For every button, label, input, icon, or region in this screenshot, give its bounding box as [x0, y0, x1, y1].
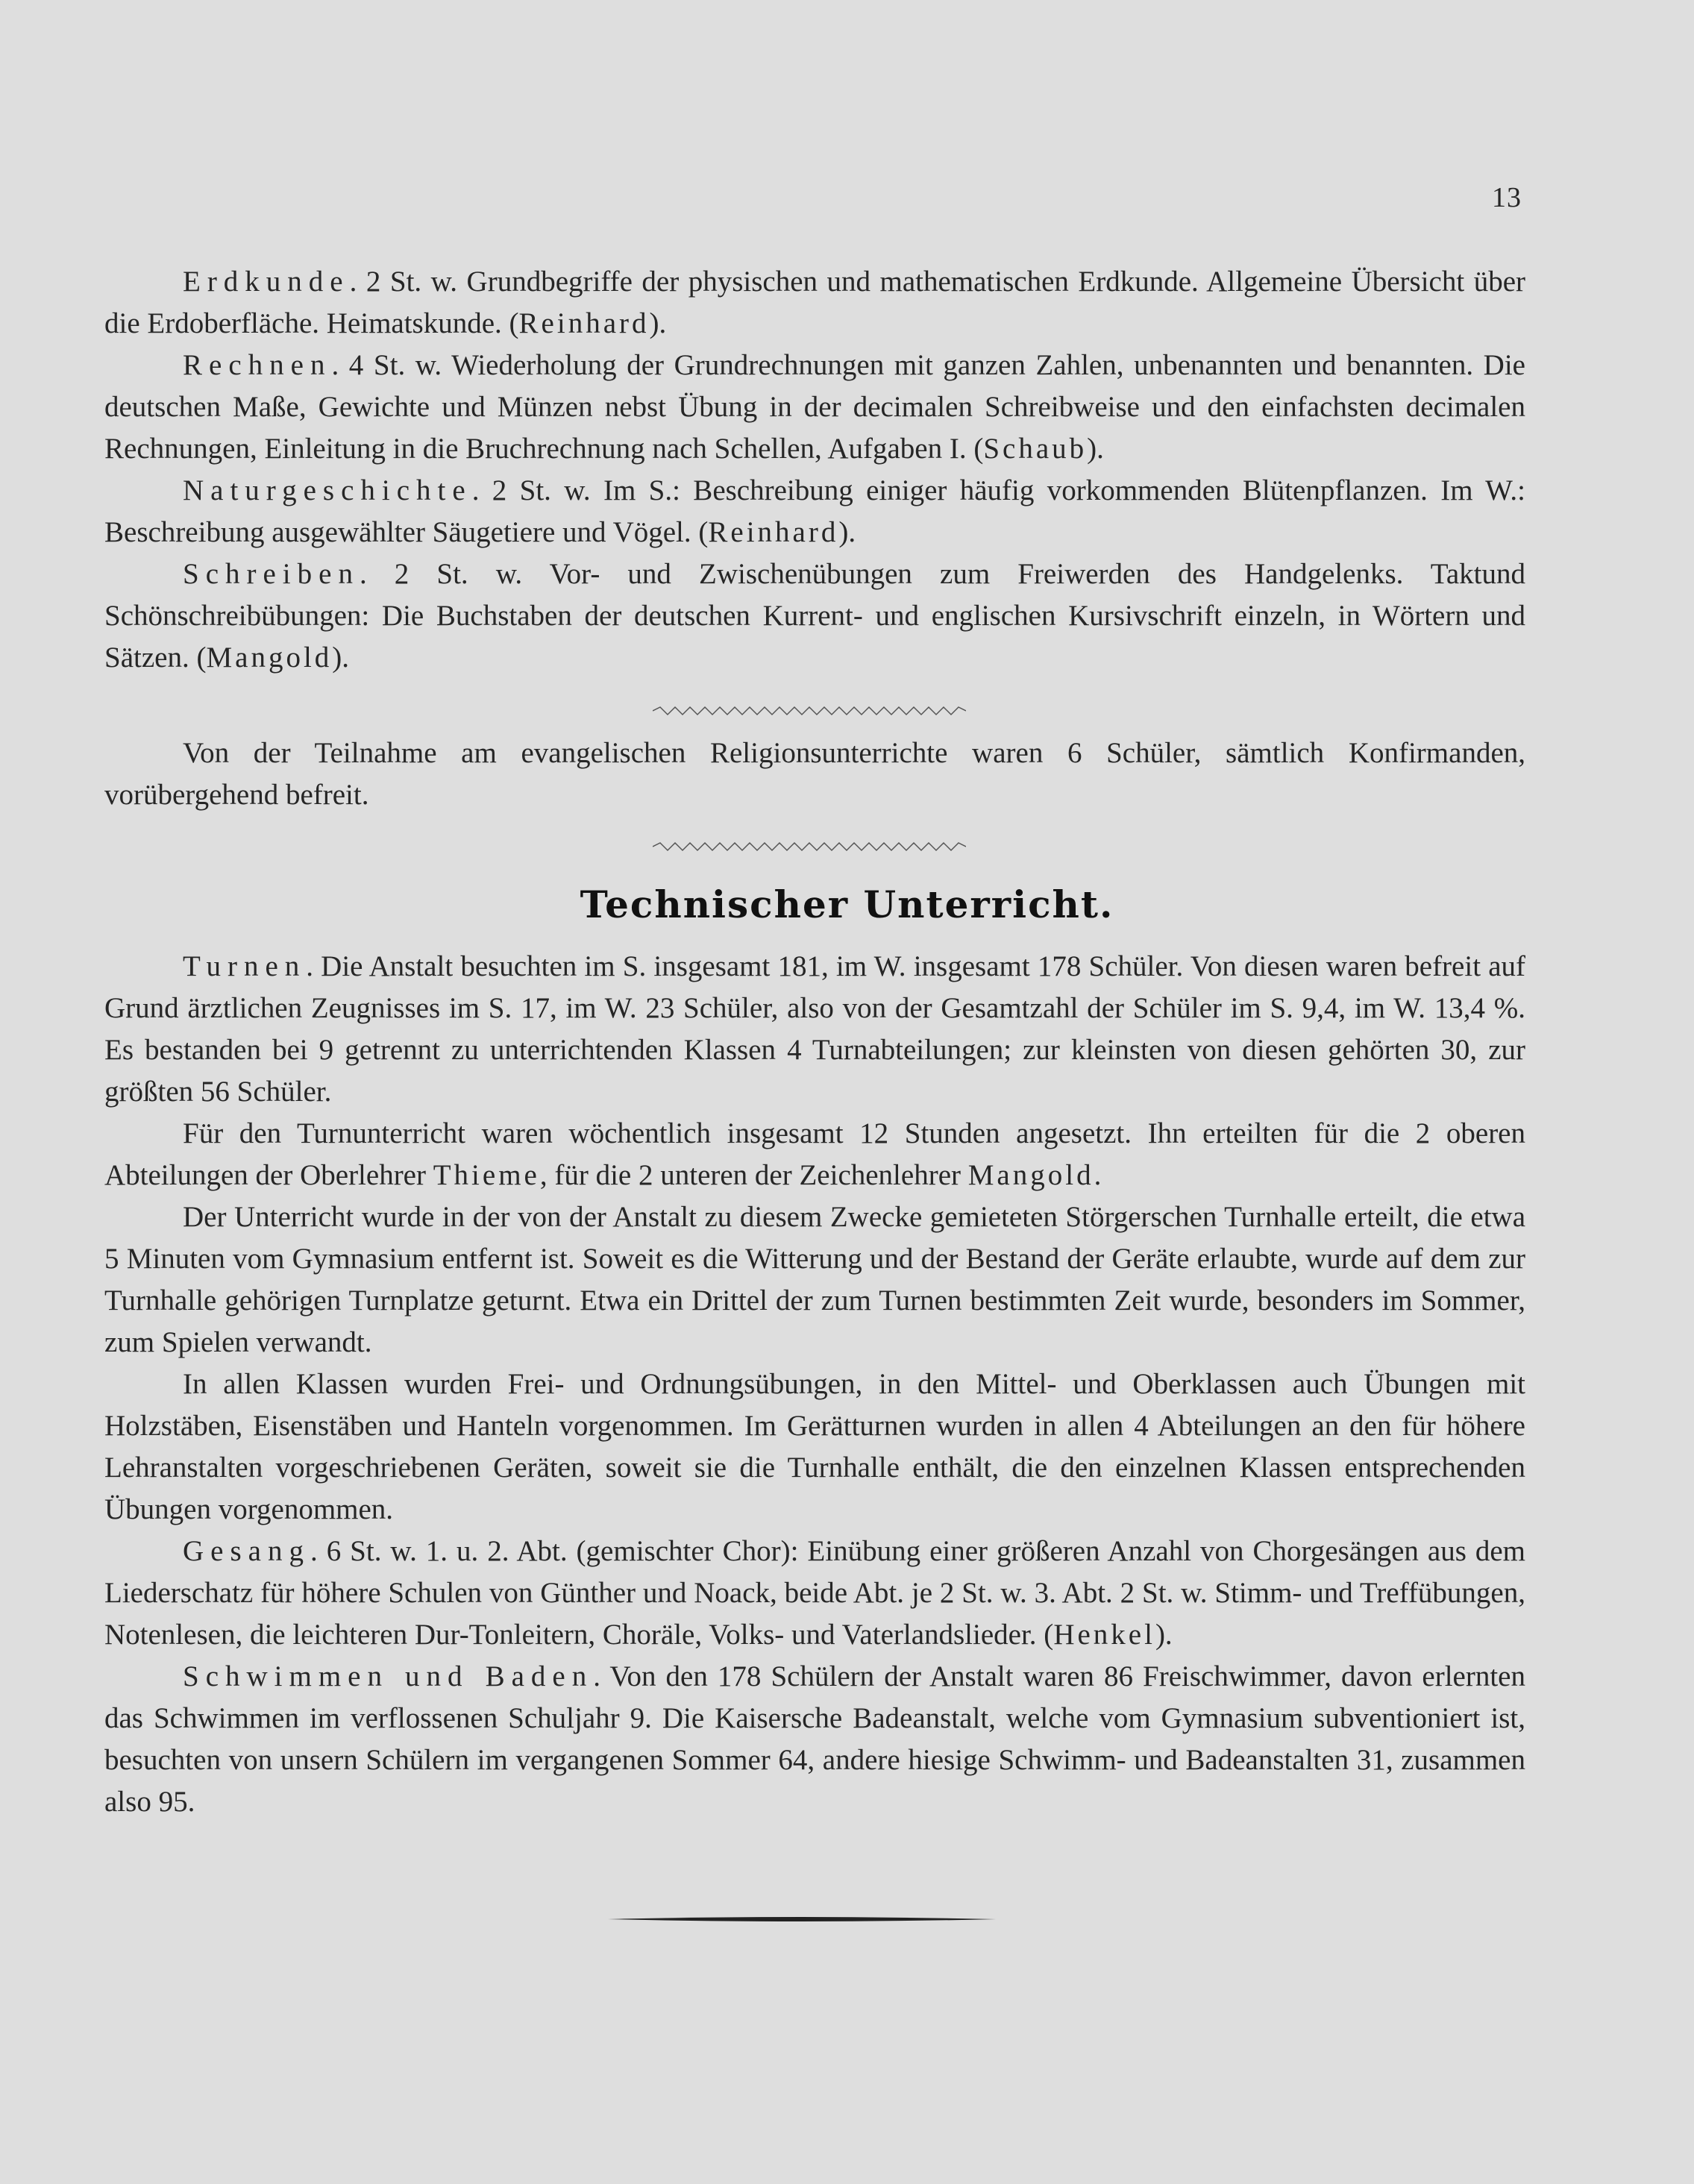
- paragraph-naturgeschichte: [104, 470, 1525, 553]
- end-rule: [608, 1915, 996, 1923]
- paragraph-schwimmen: [104, 1656, 1525, 1823]
- paragraph-turnstunden: [104, 1113, 1525, 1196]
- rechnen-end: ).: [1087, 433, 1104, 465]
- teacher-name: Reinhard: [518, 307, 650, 339]
- paragraph-schreiben: [104, 553, 1525, 679]
- gesang-text: . 6 St. w. 1. u. 2. Abt. (gemischter Chor): Einübung einer größeren Anzahl von Chorgesängen aus dem Liederschatz für höhere Schulen von Günther und Noack, beide Abt. je 2 St. w. 3. Abt. 2 St. w. Stimm- und Treffübungen, Notenlesen, die leichteren Dur-Tonleitern, Choräle, Volks- und Vaterlandslieder. (: [104, 1535, 1525, 1651]
- wavy-divider: [653, 841, 966, 852]
- naturgeschichte-text: . 2 St. w. Im S.: Beschreibung einiger häufig vorkommenden Blütenpflanzen. Im W.: Beschreibung ausgewählter Säugetiere und Vögel. (: [104, 474, 1525, 548]
- subject-naturgeschichte: Naturgeschichte: [183, 474, 472, 506]
- turnstunden-text-2: , für die 2 unteren der Zeichenlehrer: [539, 1159, 968, 1191]
- erdkunde-end: ).: [649, 307, 667, 339]
- subject-gesang: Gesang: [183, 1535, 310, 1567]
- teacher-name: Thieme: [433, 1159, 540, 1191]
- turnstunden-end: .: [1094, 1159, 1102, 1191]
- schreiben-text: . 2 St. w. Vor- und Zwischenübungen zum Freiwerden des Handgelenks. Taktund Schönschreibübungen: Die Buchstaben der deutschen Kurrent- und englischen Kursivschrift einzeln, in Wörtern und Sätzen. (: [104, 558, 1525, 674]
- religion-note: Von der Teilnahme am evangelischen Religionsunterrichte waren 6 Schüler, sämtlich Konfirmanden, vorübergehend befreit.: [104, 737, 1525, 811]
- schwimmen-text: . Von den 178 Schülern der Anstalt waren 86 Freischwimmer, davon erlernten das Schwimmen im verflossenen Schuljahr 9. Die Kaisersche Badeanstalt, welche vom Gymnasium subventioniert ist, besuchten von unsern Schülern im vergangenen Sommer 64, andere hiesige Schwimm- und Badeanstalten 31, zusammen also 95.: [104, 1660, 1525, 1818]
- naturgeschichte-end: ).: [838, 516, 856, 548]
- rechnen-text: . 4 St. w. Wiederholung der Grundrechnungen mit ganzen Zahlen, unbenannten und benannten. Die deutschen Maße, Gewichte und Münzen nebst Übung in der decimalen Schreibweise und den einfachsten decimalen Rechnungen, Einleitung in die Bruchrechnung nach Schellen, Aufgaben I. (: [104, 349, 1525, 465]
- paragraph-turnhalle: Der Unterricht wurde in der von der Anstalt zu diesem Zwecke gemieteten Störgerschen Turnhalle erteilt, die etwa 5 Minuten vom Gymnasium entfernt ist. Soweit es die Witterung und der Bestand der Geräte erlaubte, wurde auf dem zur Turnhalle gehörigen Turnplatze geturnt. Etwa ein Drittel der zum Turnen bestimmten Zeit wurde, besonders im Sommer, zum Spielen verwandt.: [104, 1201, 1525, 1358]
- paragraph-erdkunde: [104, 261, 1525, 345]
- subject-erdkunde: Erdkunde: [183, 266, 350, 298]
- schreiben-end: ).: [332, 641, 350, 674]
- teacher-name: Henkel: [1053, 1619, 1155, 1651]
- subjects-section: [104, 261, 1525, 679]
- teacher-name: Mangold: [206, 641, 333, 674]
- section-heading: Technischer Unterricht.: [580, 882, 1114, 926]
- turnstunden-text: Für den Turnunterricht waren wöchentlich insgesamt 12 Stunden angesetzt. Ihn erteilten für die 2 oberen Abteilungen der Oberlehrer: [104, 1117, 1525, 1191]
- teacher-name: Schaub: [983, 433, 1088, 465]
- subject-turnen: Turnen: [183, 950, 307, 982]
- subject-schreiben: Schreiben: [183, 558, 360, 590]
- paragraph-turnen: [104, 946, 1525, 1113]
- technical-section: [104, 946, 1525, 1823]
- turnen-text: . Die Anstalt besuchten im S. insgesamt 181, im W. insgesamt 178 Schüler. Von diesen waren befreit auf Grund ärztlichen Zeugnisses im S. 17, im W. 23 Schüler, also von der Gesamtzahl der Schüler im S. 9,4, im W. 13,4 %. Es bestanden bei 9 getrennt zu unterrichtenden Klassen 4 Turnabteilungen; zur kleinsten von diesen gehörten 30, zur größten 56 Schüler.: [104, 950, 1525, 1108]
- gesang-end: ).: [1155, 1619, 1173, 1651]
- teacher-name: Reinhard: [708, 516, 839, 548]
- subject-rechnen: Rechnen: [183, 349, 332, 381]
- wavy-divider: [653, 706, 966, 716]
- erdkunde-text: . 2 St. w. Grundbegriffe der physischen und mathematischen Erdkunde. Allgemeine Übersicht über die Erdoberfläche. Heimatskunde. (: [104, 266, 1525, 339]
- religion-note-block: [104, 732, 1525, 816]
- paragraph-uebungen: In allen Klassen wurden Frei- und Ordnungsübungen, in den Mittel- und Oberklassen auch Übungen mit Holzstäben, Eisenstäben und Hanteln vorgenommen. Im Gerätturnen wurden in allen 4 Abteilungen an den für höhere Lehranstalten vorgeschriebenen Geräten, soweit sie die Turnhalle enthält, die den einzelnen Klassen entsprechenden Übungen vorgenommen.: [104, 1368, 1525, 1525]
- page-number: 13: [1492, 182, 1522, 213]
- paragraph-gesang: [104, 1531, 1525, 1656]
- teacher-name: Mangold: [967, 1159, 1094, 1191]
- subject-schwimmen: Schwimmen und Baden: [183, 1660, 594, 1692]
- paragraph-rechnen: [104, 345, 1525, 470]
